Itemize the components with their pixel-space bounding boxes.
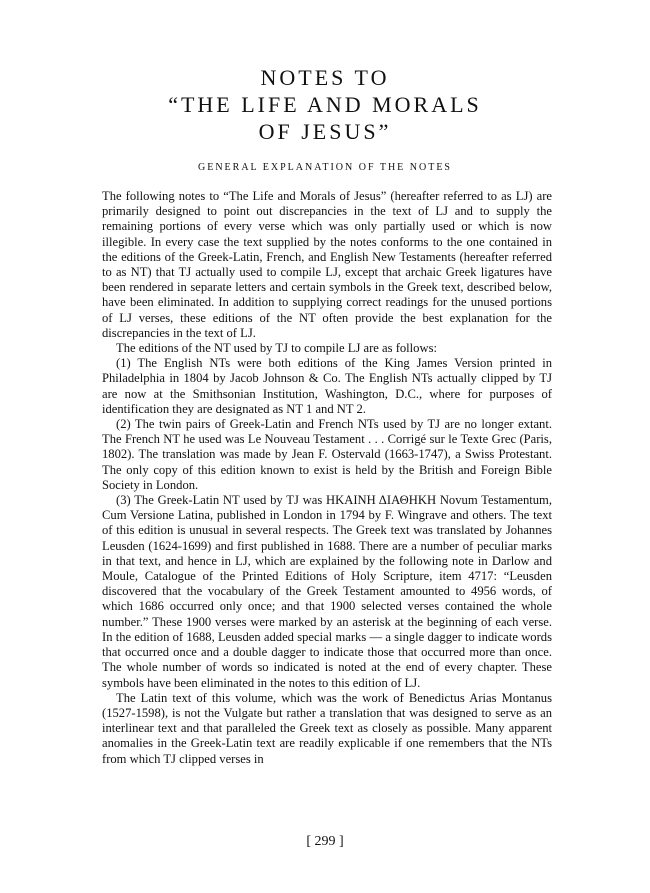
body-text xyxy=(102,189,552,767)
title-line-3: OF JESUS” xyxy=(258,119,392,144)
section-heading: GENERAL EXPLANATION OF THE NOTES xyxy=(198,162,452,173)
paragraph: The following notes to “The Life and Morals of Jesus” (hereafter referred to as LJ) are primarily designed to point out discrepancies in the text of LJ and to supply the remaining portions of every verse which was only partially used or which is now illegible. In every case the text supplied by the notes conforms to the one contained in the editions of the Greek-Latin, French, and English New Testaments (hereafter referred to as NT) that TJ actually used to compile LJ, except that archaic Greek ligatures have been rendered in separate letters and certain symbols in the Greek text, described below, have been eliminated. In addition to supplying correct readings for the unused portions of LJ verses, these editions of the NT often provide the best explanation for the discrepancies in the text of LJ. xyxy=(102,189,552,340)
title-line-2: “THE LIFE AND MORALS xyxy=(168,92,482,117)
paragraph: The Latin text of this volume, which was the work of Benedictus Arias Montanus (1527-1598), is not the Vulgate but rather a translation that was designed to serve as an interlinear text and that paralleled the Greek text as closely as possible. Many apparent anomalies in the Greek-Latin text are readily explicable if one remembers that the NTs from which TJ clipped verses in xyxy=(102,690,552,766)
paragraph: The editions of the NT used by TJ to compile LJ are as follows: xyxy=(116,341,437,356)
page-title xyxy=(0,64,650,145)
title-line-1: NOTES TO xyxy=(260,65,390,90)
paragraph: (2) The twin pairs of Greek-Latin and French NTs used by TJ are no longer extant. The French NT he used was Le Nouveau Testament . . . Corrigé sur le Texte Grec (Paris, 1802). The translation was made by Jean F. Ostervald (1663-1747), a Swiss Protestant. The only copy of this edition known to exist is held by the British and Foreign Bible Society in London. xyxy=(102,417,552,492)
paragraph: (1) The English NTs were both editions of the King James Version printed in Philadelphia in 1804 by Jacob Johnson & Co. The English NTs actually clipped by TJ are now at the Smithsonian Institution, Washington, D.C., where for purposes of identification they are designated as NT 1 and NT 2. xyxy=(102,356,552,416)
page-number: [ 299 ] xyxy=(306,834,344,849)
paragraph: (3) The Greek-Latin NT used by TJ was ΗΚΑΙΝΗ ΔΙΑΘΗΚΗ Novum Testamentum, Cum Versione Latina, published in London in 1794 by F. Wingrave and others. The text of this edition is unusual in several respects. The Greek text was translated by Johannes Leusden (1624-1699) and first published in 1688. There are a number of peculiar marks in that text, and hence in LJ, which are explained by the following note in Darlow and Moule, Catalogue of the Printed Editions of Holy Scripture, item 4717: “Leusden discovered that the vocabulary of the Greek Testament amounted to 4956 words, of which 1686 occurred only once; and that 1900 selected verses contained the whole number.” These 1900 verses were marked by an asterisk at the beginning of each verse. In the edition of 1688, Leusden added special marks — a single dagger to indicate words that occurred once and a double dagger to indicate those that occurred more than once. The whole number of words so indicated is noted at the end of every chapter. These symbols have been eliminated in the notes to this edition of LJ. xyxy=(102,493,552,690)
